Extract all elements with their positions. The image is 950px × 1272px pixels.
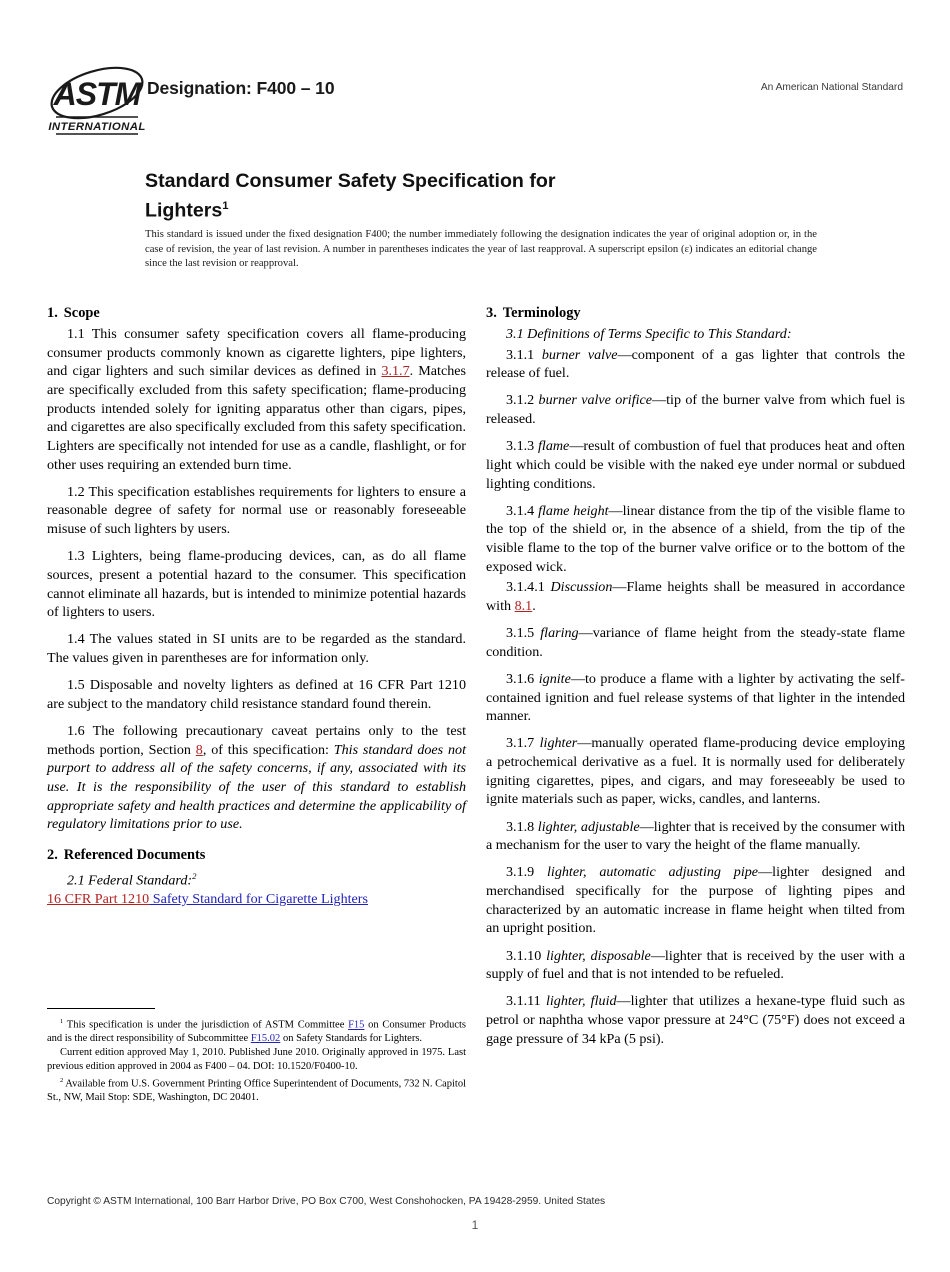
title-line-2: Lighters [145, 199, 223, 222]
svg-text:INTERNATIONAL: INTERNATIONAL [48, 121, 146, 133]
page-number: 1 [471, 1218, 479, 1232]
footnote-2-marker: 2 [60, 1077, 64, 1085]
definition-number: 3.1.4 [506, 502, 535, 519]
column-right [486, 303, 905, 1048]
definition-term: flame height [538, 502, 609, 519]
page-header [0, 58, 950, 144]
footnote-1-text-a: This specification is under the jurisdiction of ASTM Committee [63, 1019, 349, 1031]
title-line-1: Standard Consumer Safety Specification for [145, 170, 556, 193]
definition-3-1-8 [486, 818, 905, 855]
section-number: 1. [47, 305, 58, 321]
definition-3-1-2 [486, 391, 905, 428]
footnote-edition-info: Current edition approved May 1, 2010. Published June 2010. Originally approved in 1975. Last previous edition approved in 2004 as F400 – 04. DOI: 10.1520/F0400-10. [47, 1047, 466, 1072]
title-footnote-marker: 1 [222, 200, 229, 213]
definition-text-after: . [532, 598, 536, 615]
definition-term: lighter, automatic adjusting pipe [547, 864, 759, 881]
definition-number: 3.1.8 [506, 818, 535, 835]
svg-text:ASTM: ASTM [53, 76, 141, 112]
definition-3-1-1 [486, 346, 905, 383]
reference-entry [47, 890, 466, 909]
definition-3-1-4-1 [486, 578, 905, 615]
definition-text: —lighter that is received by the consumer with a mechanism for the user to vary the height of the flame manually. [486, 818, 906, 854]
link-16-cfr-part-1210[interactable]: 16 CFR Part 1210 [47, 891, 150, 908]
footnote-1-marker: 1 [60, 1018, 64, 1025]
definition-number: 3.1.6 [506, 671, 535, 687]
definition-term: ignite [538, 671, 571, 687]
section-heading-scope [47, 303, 466, 323]
footnote-2 [47, 1074, 466, 1104]
definition-term: lighter, fluid [545, 993, 617, 1010]
definition-text: —linear distance from the tip of the visible flame to the top of the shield or, in the absence of a shield, from the tip of the visible flame to the top of the burner valve orifice or to the bottom of the exposed wick. [486, 502, 905, 575]
definition-text: —Flame heights shall be measured in accordance with [486, 579, 905, 615]
definition-number: 3.1.1 [506, 346, 535, 363]
definition-text: —lighter that utilizes a hexane-type fluid such as petrol or naphtha whose vapor pressure at 24°C (75°F) does not exceed a gage pressure of 34 kPa (5 psi). [486, 993, 906, 1047]
paragraph-1-4: 1.4 The values stated in SI units are to be regarded as the standard. The values given in parentheses are for information only. [47, 631, 466, 666]
link-cigarette-lighters-standard[interactable]: Safety Standard for Cigarette Lighters [149, 891, 368, 908]
definition-text: —component of a gas lighter that controls the release of fuel. [486, 346, 906, 382]
definition-term: flame [538, 438, 570, 455]
definition-text: —lighter designed and merchandised specifically for the purpose of lighting pipes and characterized by an automatic increase in flame height when tilted from an upright position. [486, 864, 905, 937]
page-title [145, 169, 745, 224]
definition-number: 3.1.9 [506, 864, 535, 881]
section-heading-referenced-documents [47, 845, 466, 865]
definition-3-1-4 [486, 502, 905, 577]
paragraph-1-1 [47, 325, 466, 474]
definition-term: Discussion [550, 579, 613, 596]
footnote-1-text-b: on Consumer Products and is the direct responsibility of Subcommittee [47, 1019, 466, 1044]
definition-3-1-3 [486, 437, 905, 493]
section-number: 2. [47, 846, 58, 863]
definition-text: —manually operated flame-producing device employing a petrochemical derivative as a fuel. It is normally used for deliberately igniting cigarettes, pipes, and cigars, and may foreseeably be used to ignite materials such as paper, wicks, candles, and lanterns. [486, 735, 905, 808]
paragraph-1-2: 1.2 This specification establishes requirements for lighters to ensure a reasonable degree of safety for normal use or reasonably foreseeable misuse of such lighters by users. [47, 483, 466, 538]
definition-number: 3.1.3 [506, 438, 535, 455]
paragraph-1-5: 1.5 Disposable and novelty lighters as defined at 16 CFR Part 1210 are subject to the mandatory child resistance standard found therein. [47, 677, 466, 712]
definition-3-1-10 [486, 947, 905, 984]
link-committee-f15[interactable]: F15 [348, 1019, 365, 1031]
definition-term: lighter, adjustable [537, 818, 640, 835]
definition-term: lighter [539, 735, 578, 752]
link-section-8[interactable]: 8 [195, 741, 203, 758]
paragraph-1-3: 1.3 Lighters, being flame-producing devices, can, as do all flame sources, present a potential hazard to the consumer. This specification cannot eliminate all hazards, but is intended to minimize potential hazards of lighters to users. [47, 548, 466, 621]
definition-text: —lighter that is received by the user with a supply of fuel and that is not intended to be refueled. [486, 947, 905, 983]
column-left [47, 303, 466, 909]
paragraph-1-6-caveat: This standard does not purport to address all of the safety concerns, if any, associated with its use. It is the responsibility of the user of this standard to establish appropriate safety and health practices and determine the applicability of regulatory limitations prior to use. [47, 741, 467, 833]
definition-3-1-6 [486, 670, 905, 726]
link-subcommittee-f15-02[interactable]: F15.02 [250, 1032, 281, 1044]
paragraph-1-6-text-a: 1.6 The following precautionary caveat pertains only to the test methods portion, Section [47, 722, 466, 758]
subheading-3-1: 3.1 Definitions of Terms Specific to This Standard: [506, 326, 792, 342]
subheading-2-1 [47, 867, 466, 890]
footnotes-block [47, 1008, 466, 1104]
definition-number: 3.1.4.1 [506, 579, 545, 596]
definition-text: —tip of the burner valve from which fuel is released. [486, 392, 905, 428]
definition-3-1-9 [486, 863, 905, 938]
definition-text: —result of combustion of fuel that produces heat and often light which could be visible with the naked eye under normal or subdued lighting conditions. [486, 438, 905, 492]
subheading-2-1-footnote-marker: 2 [192, 870, 197, 881]
section-heading-terminology [486, 303, 905, 323]
footnote-separator-rule [47, 1008, 155, 1009]
link-8-1[interactable]: 8.1 [514, 598, 533, 615]
definition-3-1-5 [486, 624, 905, 661]
footnote-1 [47, 1015, 466, 1045]
definition-number: 3.1.5 [506, 625, 535, 642]
paragraph-1-1-text-a: 1.1 This consumer safety specification covers all flame-producing consumer products commonly known as cigarette lighters, pipe lighters, and cigar lighters and such similar devices as defined in [47, 326, 466, 380]
footnote-1-text-c: on Safety Standards for Lighters. [280, 1032, 423, 1044]
paragraph-1-1-text-b: . Matches are specifically excluded from this safety specification; flame-producing products intended solely for igniting apparatus other than cigars, pipes, and cigarettes are also specifically excluded from this safety specification. Lighters are specifically not intended for use as a candle, flashlight, or for other uses requiring an extended burn time. [47, 363, 467, 473]
definition-number: 3.1.11 [506, 993, 541, 1010]
footnote-2-text: Available from U.S. Government Printing Office Superintendent of Documents, 732 N. Capitol St., NW, Mail Stop: SDE, Washington, DC 20401. [47, 1078, 466, 1104]
definition-text: —variance of flame height from the steady-state flame condition. [486, 625, 905, 660]
copyright-notice: Copyright © ASTM International, 100 Barr Harbor Drive, PO Box C700, West Conshohocken, PA 19428-2959. United States [47, 1196, 606, 1207]
issuance-statement: This standard is issued under the fixed designation F400; the number immediately following the designation indicates the year of original adoption or, in the case of revision, the year of last revision. A number in parentheses indicates the year of last reapproval. A superscript epsilon (ε) indicates an editorial change since the last revision or reapproval. [145, 229, 817, 270]
section-title: Terminology [502, 305, 581, 321]
subheading-2-1-text: 2.1 Federal Standard: [67, 872, 193, 889]
paragraph-1-6-text-b: , of this specification: [202, 741, 334, 758]
definition-3-1-11 [486, 992, 905, 1048]
definition-term: burner valve orifice [538, 392, 653, 409]
link-3-1-7[interactable]: 3.1.7 [381, 363, 410, 380]
definition-number: 3.1.10 [506, 947, 542, 964]
definition-term: lighter, disposable [546, 947, 651, 964]
definition-term: burner valve [541, 346, 618, 363]
section-title: Scope [63, 305, 100, 321]
definition-text: —to produce a flame with a lighter by activating the self-contained ignition and fuel release systems of that lighter in the intended manner. [486, 671, 906, 725]
definition-number: 3.1.7 [506, 735, 535, 752]
paragraph-1-6 [47, 722, 466, 834]
definition-number: 3.1.2 [506, 392, 535, 409]
section-number: 3. [486, 305, 497, 321]
definition-3-1-7 [486, 734, 905, 809]
ansi-note: An American National Standard [760, 82, 903, 93]
section-title: Referenced Documents [63, 846, 206, 863]
designation-label: Designation: F400 – 10 [147, 78, 335, 98]
astm-logo [47, 62, 147, 138]
definition-term: flaring [540, 625, 579, 642]
